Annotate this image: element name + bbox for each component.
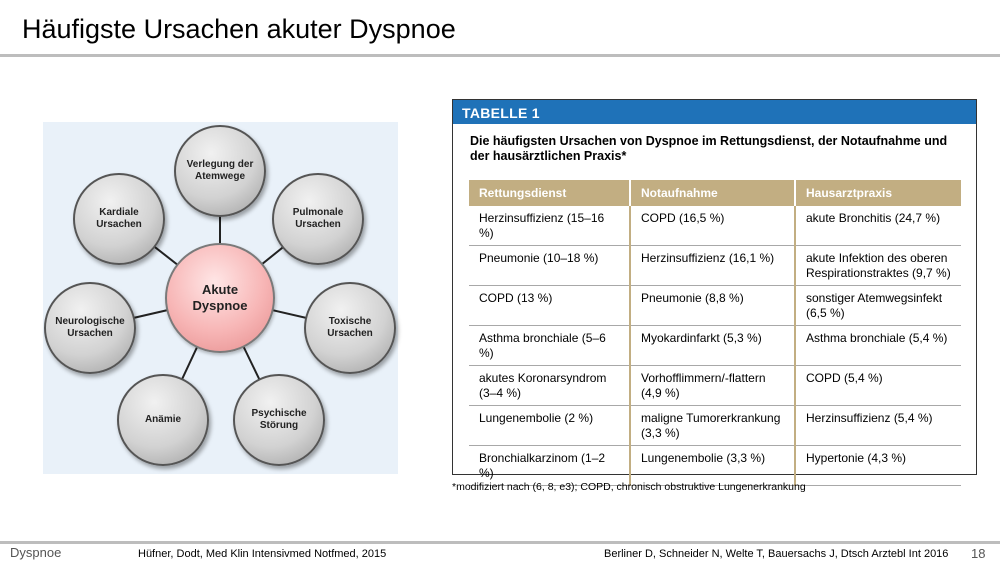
footer-source-diagram: Hüfner, Dodt, Med Klin Intensivmed Notfmed, 2015 [138,548,387,560]
slide-title: Häufigste Ursachen akuter Dyspnoe [22,14,456,44]
table-cell: akute Bronchitis (24,7 %) [795,206,961,246]
table-cell: maligne Tumorerkrankung (3,3 %) [630,406,795,446]
column-header: Rettungsdienst [469,180,630,206]
table-row [469,326,961,366]
table-cell: Myokardinfarkt (5,3 %) [630,326,795,366]
node-label: Toxische Ursachen [327,315,373,339]
table-cell: Lungenembolie (2 %) [469,406,630,446]
table-row [469,446,961,486]
table-row [469,246,961,286]
dyspnoe-causes-diagram [43,122,398,474]
node-anemia [117,374,209,466]
table-cell: Herzinsuffizienz (16,1 %) [630,246,795,286]
table-cell: akutes Koronarsyndrom (3–4 %) [469,366,630,406]
node-pulmonary-causes [272,173,364,265]
table-header-row [469,180,961,206]
table-row [469,206,961,246]
footer-divider [0,541,1000,544]
table-row [469,366,961,406]
table-cell: Pneumonie (8,8 %) [630,286,795,326]
table-cell: Herzinsuffizienz (15–16 %) [469,206,630,246]
node-label: Verlegung der Atemwege [186,158,254,182]
table-footnote: *modifiziert nach (6, 8, e3); COPD, chronisch obstruktive Lungenerkrankung [452,481,806,493]
table-cell: Asthma bronchiale (5–6 %) [469,326,630,366]
table-cell: Asthma bronchiale (5,4 %) [795,326,961,366]
title-divider [0,54,1000,57]
table-cell: Hypertonie (4,3 %) [795,446,961,486]
footer-source-table: Berliner D, Schneider N, Welte T, Bauersachs J, Dtsch Arztebl Int 2016 [604,548,949,560]
table-cell: sonstiger Atemwegsinfekt (6,5 %) [795,286,961,326]
table-cell: COPD (13 %) [469,286,630,326]
causes-table [469,180,961,486]
node-cardiac-causes [73,173,165,265]
table-cell: Vorhofflimmern/-flattern (4,9 %) [630,366,795,406]
table-cell: Lungenembolie (3,3 %) [630,446,795,486]
node-label: Psychische Störung [251,407,307,431]
node-label: Anämie [144,413,182,425]
table-row [469,406,961,446]
causes-table-figure [452,99,977,480]
table-row [469,286,961,326]
footer-topic: Dyspnoe [10,545,62,560]
table-cell: COPD (5,4 %) [795,366,961,406]
center-label: Akute Dyspnoe [192,281,248,313]
node-toxic-causes [304,282,396,374]
page-number: 18 [971,546,986,561]
column-header: Notaufnahme [630,180,795,206]
table-label: TABELLE 1 [453,100,976,124]
table-cell: akute Infektion des oberen Respirationstraktes (9,7 %) [795,246,961,286]
node-psychological-disorder [233,374,325,466]
table-cell: Herzinsuffizienz (5,4 %) [795,406,961,446]
node-airway-obstruction [174,125,266,217]
node-neurological-causes [44,282,136,374]
column-header: Hausarztpraxis [795,180,961,206]
node-label: Pulmonale Ursachen [292,206,344,230]
table-cell: Pneumonie (10–18 %) [469,246,630,286]
table-cell: COPD (16,5 %) [630,206,795,246]
table-cell: Bronchialkarzinom (1–2 %) [469,446,630,486]
table-caption: Die häufigsten Ursachen von Dyspnoe im Rettungsdienst, der Notaufnahme und der hausärztlichen Praxis* [470,134,948,163]
node-label: Neurologische Ursachen [55,315,125,339]
node-acute-dyspnoea [165,243,275,353]
node-label: Kardiale Ursachen [96,206,142,230]
